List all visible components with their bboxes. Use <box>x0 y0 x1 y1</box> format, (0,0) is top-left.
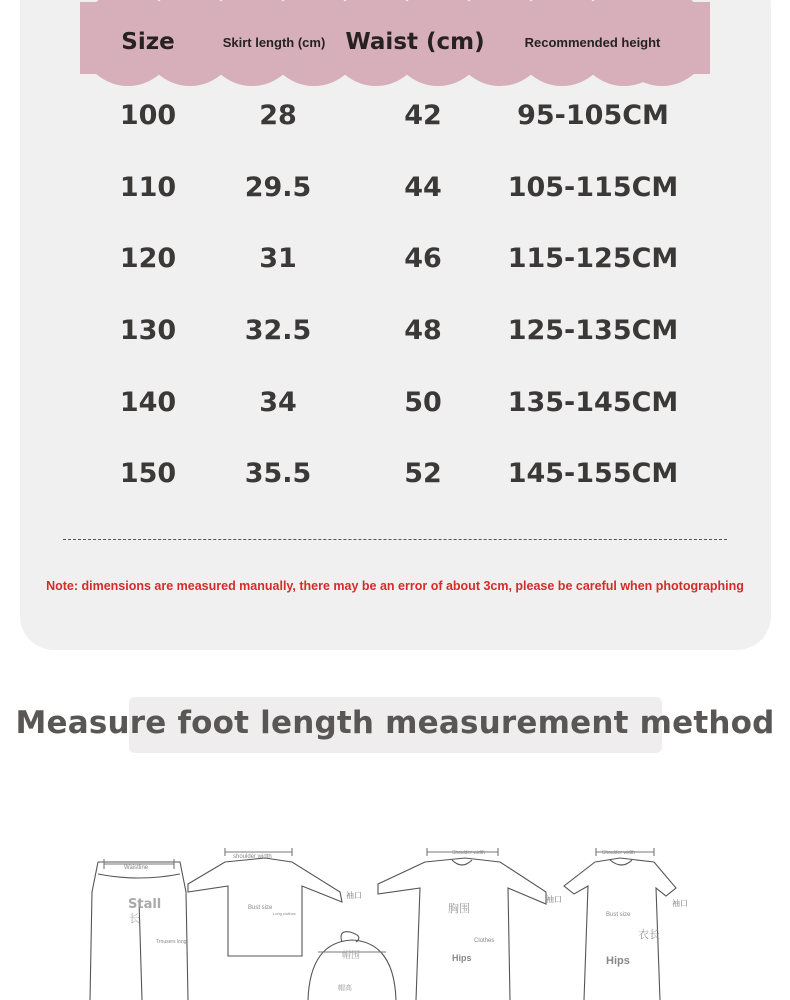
romper-hips-label: Hips <box>452 953 472 963</box>
cell-skirt-length: 34 <box>259 386 297 418</box>
long-clothes-label: Long clothes <box>273 911 296 916</box>
hat-height-label: 帽高 <box>338 984 352 992</box>
header-waist: Waist (cm) <box>345 29 485 55</box>
romper-cuff-label: 袖口 <box>546 895 562 904</box>
long-sleeve-romper-illustration <box>378 848 562 1000</box>
short-romper-bust-size-label: Bust size <box>606 912 631 918</box>
cell-height: 125-135CM <box>507 315 679 347</box>
cell-size: 140 <box>119 386 177 418</box>
cell-skirt-length: 31 <box>259 243 297 275</box>
shoulder-width-label: shoulder width <box>233 854 272 860</box>
chest-circumference-label: 胸围 <box>448 902 470 915</box>
table-row <box>0 438 790 510</box>
cell-waist: 50 <box>404 386 442 418</box>
cell-height: 95-105CM <box>517 100 669 132</box>
cell-skirt-length: 29.5 <box>244 171 312 203</box>
short-romper-cuff-label: 袖口 <box>672 899 688 908</box>
cell-skirt-length: 28 <box>259 100 297 132</box>
waistline-label: Waistline <box>124 865 149 871</box>
cell-size: 110 <box>119 171 177 203</box>
cell-waist: 44 <box>404 171 442 203</box>
measurement-note: Note: dimensions are measured manually, there may be an error of about 3cm, please be careful when photographing <box>46 579 744 593</box>
cell-waist: 46 <box>404 243 442 275</box>
cell-height: 135-145CM <box>507 386 679 418</box>
long-sleeve-top-illustration <box>188 848 362 956</box>
cell-skirt-length: 35.5 <box>244 458 312 490</box>
cell-size: 120 <box>119 243 177 275</box>
size-table-body <box>0 80 790 510</box>
table-row <box>0 152 790 224</box>
header-skirt-length: Skirt length (cm) <box>222 34 326 50</box>
cuff-label: 袖口 <box>346 891 362 900</box>
short-romper-shoulder-width-label: Shoulder width <box>602 850 636 856</box>
cell-height: 145-155CM <box>507 458 679 490</box>
header-size: Size <box>121 29 175 55</box>
table-row <box>0 366 790 438</box>
bust-size-label: Bust size <box>248 905 273 911</box>
cell-waist: 48 <box>404 315 442 347</box>
stall-label: Stall <box>128 897 162 912</box>
cell-size: 130 <box>119 315 177 347</box>
clothes-label: Clothes <box>474 938 495 944</box>
dashed-divider <box>63 539 727 540</box>
cell-height: 105-115CM <box>507 171 679 203</box>
hat-circumference-label: 帽围 <box>342 951 361 961</box>
romper-shoulder-width-label: Shoulder width <box>452 850 486 856</box>
cell-size: 150 <box>119 458 177 490</box>
clothes-long-label: 衣长 <box>638 928 660 941</box>
trousers-long-label: Trousers long <box>156 939 187 945</box>
cell-size: 100 <box>119 100 177 132</box>
cell-waist: 42 <box>404 100 442 132</box>
trousers-illustration <box>90 859 188 1000</box>
hat-illustration <box>308 932 396 1000</box>
short-sleeve-romper-illustration <box>564 848 688 1000</box>
cell-waist: 52 <box>404 458 442 490</box>
garment-measurement-illustrations <box>80 830 720 1000</box>
table-row <box>0 295 790 367</box>
table-row <box>0 80 790 152</box>
table-row <box>0 223 790 295</box>
section-title: Measure foot length measurement method <box>15 705 775 741</box>
short-romper-hips-label: Hips <box>606 955 630 967</box>
header-recommended-height: Recommended height <box>524 34 661 50</box>
chang-label: 长 <box>129 912 140 925</box>
cell-skirt-length: 32.5 <box>244 315 312 347</box>
cell-height: 115-125CM <box>507 243 679 275</box>
